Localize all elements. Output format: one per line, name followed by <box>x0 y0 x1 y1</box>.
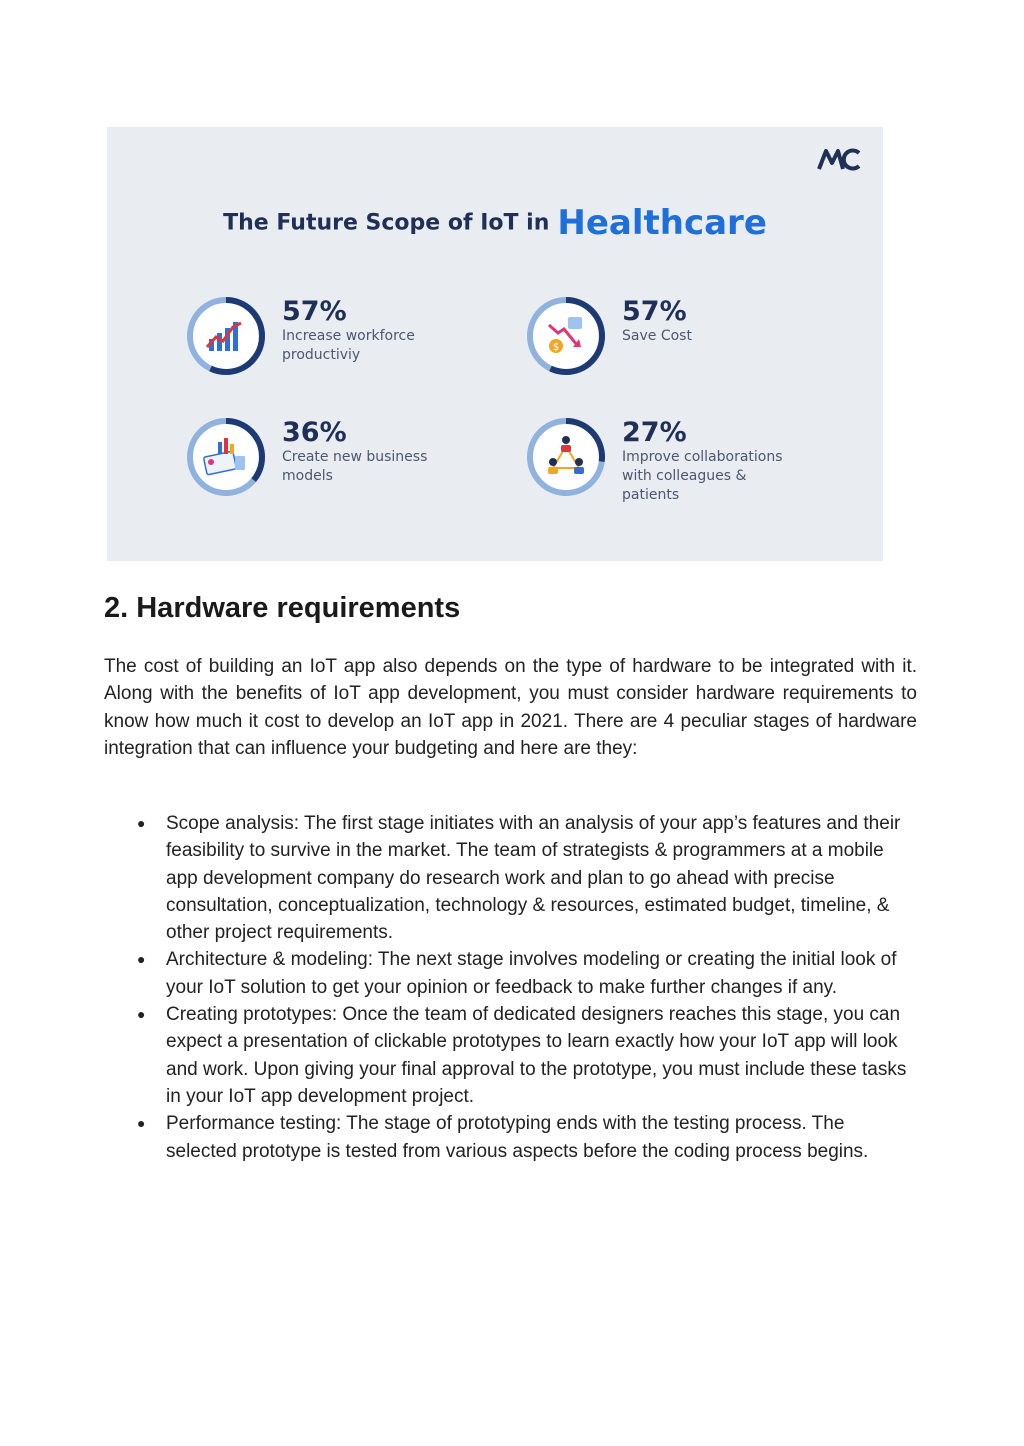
list-item-text: Scope analysis: The first stage initiates with an analysis of your app’s features and their feasibility to survive in the market. The team of strategists & programmers at a mobile app development company do research work and plan to go ahead with precise consultation, conceptualization, technology & resources, estimated budget, timeline, & other project requirements. <box>166 813 901 944</box>
list-item <box>104 1001 920 1110</box>
stat-label: Create new business models <box>282 449 428 484</box>
bullet-icon: ● <box>137 1115 146 1132</box>
stat-label: Save Cost <box>622 328 692 344</box>
list-item <box>104 1110 920 1165</box>
stat-value: 57% <box>622 296 687 327</box>
mc-logo <box>817 147 861 171</box>
stat-value: 27% <box>622 417 687 448</box>
progress-ring <box>185 416 267 498</box>
progress-ring <box>185 295 267 377</box>
list-item <box>104 810 920 946</box>
stat-label: Improve collaborations with colleagues & patients <box>622 449 783 503</box>
bullet-icon: ● <box>137 815 146 831</box>
progress-ring <box>525 416 607 498</box>
stat-value: 36% <box>282 417 347 448</box>
bullet-icon: ● <box>137 951 146 968</box>
infographic-image <box>107 127 883 561</box>
infographic-title-prefix: The Future Scope of IoT in <box>223 210 550 236</box>
svg-text:$: $ <box>552 342 560 353</box>
stages-list <box>104 810 920 1165</box>
infographic-title-highlight: Healthcare <box>557 203 767 243</box>
progress-ring <box>525 295 607 377</box>
list-item <box>104 946 920 1001</box>
section-paragraph: The cost of building an IoT app also depends on the type of hardware to be integrated with it. Along with the benefits of IoT app development, you must consider hardware requirements to know how much it cost to develop an IoT app in 2021. There are 4 peculiar stages of hardware integration that can influence your budgeting and here are they: <box>104 656 917 760</box>
stat-value: 57% <box>282 296 347 327</box>
stat-label: Increase workforce productiviy <box>282 328 415 363</box>
list-item-text: Creating prototypes: Once the team of dedicated designers reaches this stage, you can expect a presentation of clickable prototypes to learn exactly how your IoT app will look and work. Upon giving your final approval to the prototype, you must include these tasks in your IoT app development project. <box>166 1004 907 1107</box>
list-item-text: Architecture & modeling: The next stage involves modeling or creating the initial look of your IoT solution to get your opinion or feedback to make further changes if any. <box>166 949 897 998</box>
list-item-text: Performance testing: The stage of prototyping ends with the testing process. The selected prototype is tested from various aspects before the coding process begins. <box>166 1113 869 1162</box>
bullet-icon: ● <box>137 1006 146 1023</box>
section-heading: 2. Hardware requirements <box>104 592 461 624</box>
infographic-title <box>107 203 883 243</box>
